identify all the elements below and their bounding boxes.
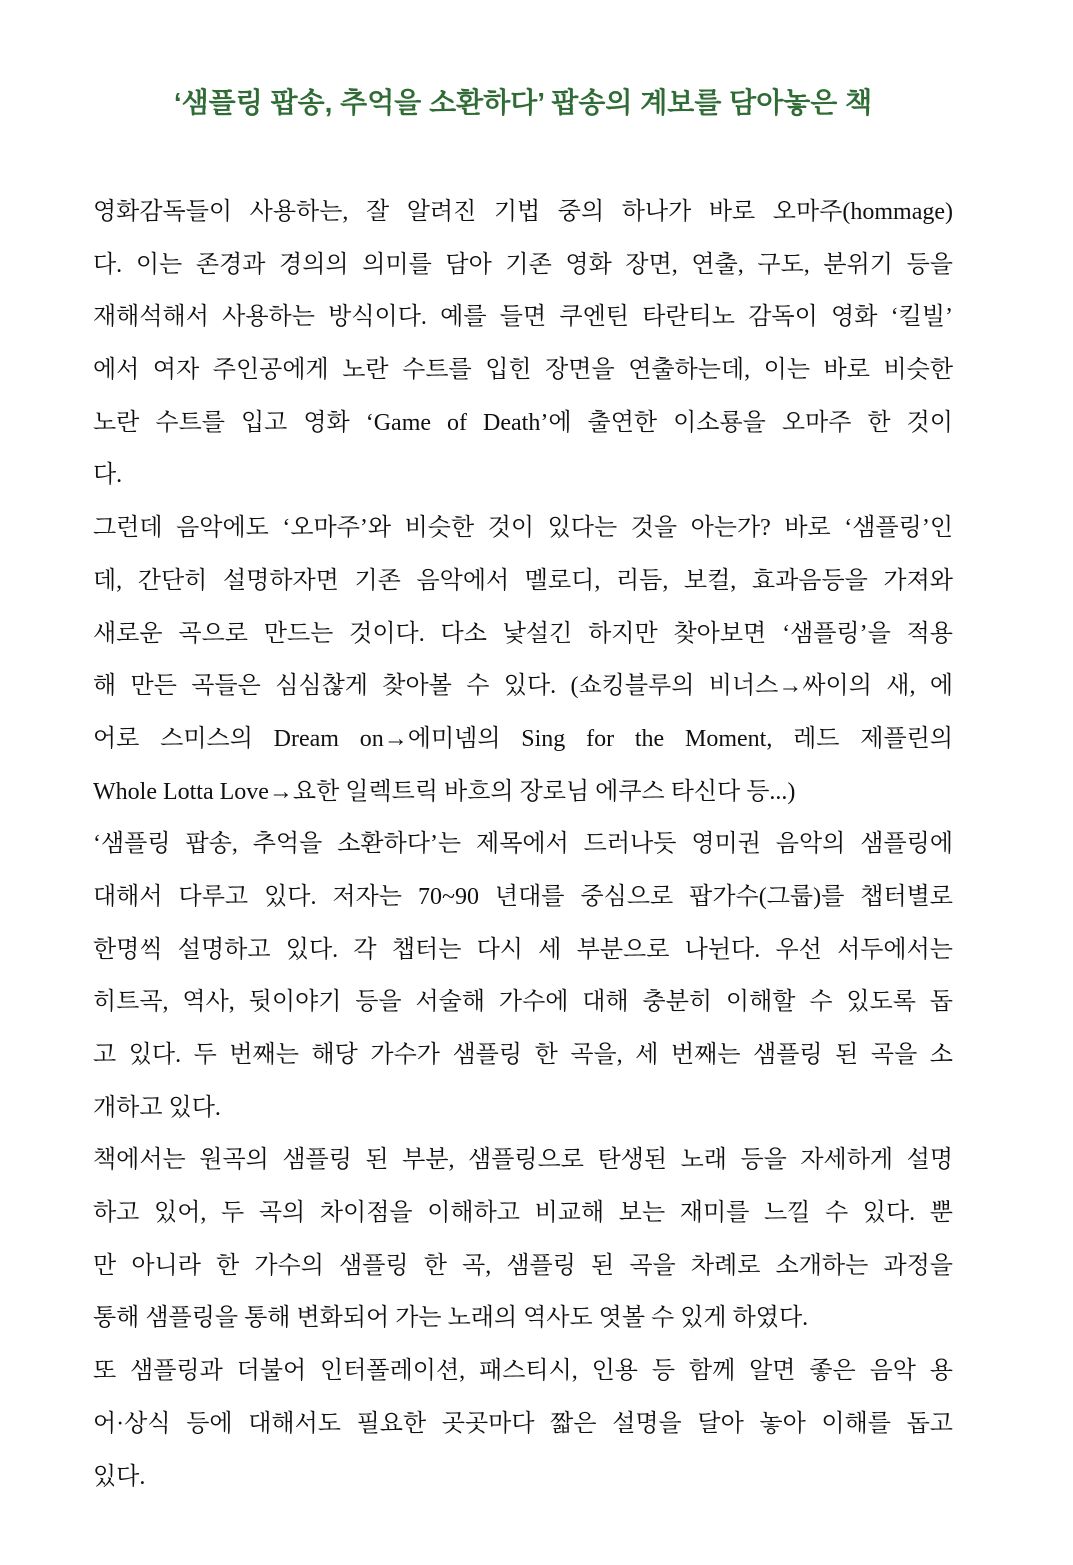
body-line: 개하고 있다. — [93, 1094, 221, 1121]
body-line: 그런데 음악에도 ‘오마주’와 비슷한 것이 있다는 것을 아는가? 바로 ‘샘플링’인 — [93, 515, 953, 542]
paragraph-5 — [93, 1345, 953, 1503]
body-line: 해 만든 곡들은 심심찮게 찾아볼 수 있다. (쇼킹블루의 비너스→싸이의 새, 에 — [93, 673, 953, 700]
body-line: 한명씩 설명하고 있다. 각 챕터는 다시 세 부분으로 나뉜다. 우선 서두에서는 — [93, 936, 953, 963]
body-line: Whole Lotta Love→요한 일렉트릭 바흐의 장로님 에쿠스 타신다 등...) — [93, 778, 796, 805]
body-line: 노란 수트를 입고 영화 ‘Game of Death’에 출연한 이소룡을 오마주 한 것이 — [93, 409, 953, 436]
body-line: 어·상식 등에 대해서도 필요한 곳곳마다 짧은 설명을 달아 놓아 이해를 돕고 — [93, 1410, 953, 1437]
body-line: 대해서 다루고 있다. 저자는 70~90 년대를 중심으로 팝가수(그룹)를 챕터별로 — [93, 883, 953, 910]
body-line: 데, 간단히 설명하자면 기존 음악에서 멜로디, 리듬, 보컬, 효과음등을 가져와 — [93, 567, 953, 594]
paragraph-4 — [93, 1134, 953, 1345]
paragraph-2 — [93, 502, 953, 818]
body-line: ‘샘플링 팝송, 추억을 소환하다’는 제목에서 드러나듯 영미권 음악의 샘플링에 — [93, 831, 953, 858]
article-title: ‘샘플링 팝송, 추억을 소환하다’ 팝송의 계보를 담아놓은 책 — [173, 87, 873, 118]
body-line: 어로 스미스의 Dream on→에미넴의 Sing for the Moment, 레드 제플린의 — [93, 725, 953, 752]
body-line: 에서 여자 주인공에게 노란 수트를 입힌 장면을 연출하는데, 이는 바로 비슷한 — [93, 357, 953, 384]
body-line: 있다. — [93, 1463, 146, 1490]
body-line: 통해 샘플링을 통해 변화되어 가는 노래의 역사도 엿볼 수 있게 하였다. — [93, 1305, 809, 1332]
body-line: 히트곡, 역사, 뒷이야기 등을 서술해 가수에 대해 충분히 이해할 수 있도록 돕 — [93, 989, 953, 1016]
body-line: 재해석해서 사용하는 방식이다. 예를 들면 쿠엔틴 타란티노 감독이 영화 ‘킬빌’ — [93, 304, 953, 331]
body-line: 만 아니라 한 가수의 샘플링 한 곡, 샘플링 된 곡을 차례로 소개하는 과정을 — [93, 1252, 953, 1279]
body-line: 다. 이는 존경과 경의의 의미를 담아 기존 영화 장면, 연출, 구도, 분위기 등을 — [93, 251, 953, 278]
body-line: 책에서는 원곡의 샘플링 된 부분, 샘플링으로 탄생된 노래 등을 자세하게 설명 — [93, 1147, 953, 1174]
paragraph-3 — [93, 818, 953, 1134]
body-line: 다. — [93, 462, 123, 489]
body-line: 또 샘플링과 더불어 인터폴레이션, 패스티시, 인용 등 함께 알면 좋은 음악 용 — [93, 1358, 953, 1385]
body-line: 하고 있어, 두 곡의 차이점을 이해하고 비교해 보는 재미를 느낄 수 있다. 뿐 — [93, 1200, 953, 1227]
body-line: 새로운 곡으로 만드는 것이다. 다소 낯설긴 하지만 찾아보면 ‘샘플링’을 적용 — [93, 620, 953, 647]
article-body — [93, 186, 953, 1503]
paragraph-1 — [93, 186, 953, 502]
body-line: 고 있다. 두 번째는 해당 가수가 샘플링 한 곡을, 세 번째는 샘플링 된 곡을 소 — [93, 1042, 953, 1068]
body-line: 영화감독들이 사용하는, 잘 알려진 기법 중의 하나가 바로 오마주(hommage) — [93, 199, 953, 225]
